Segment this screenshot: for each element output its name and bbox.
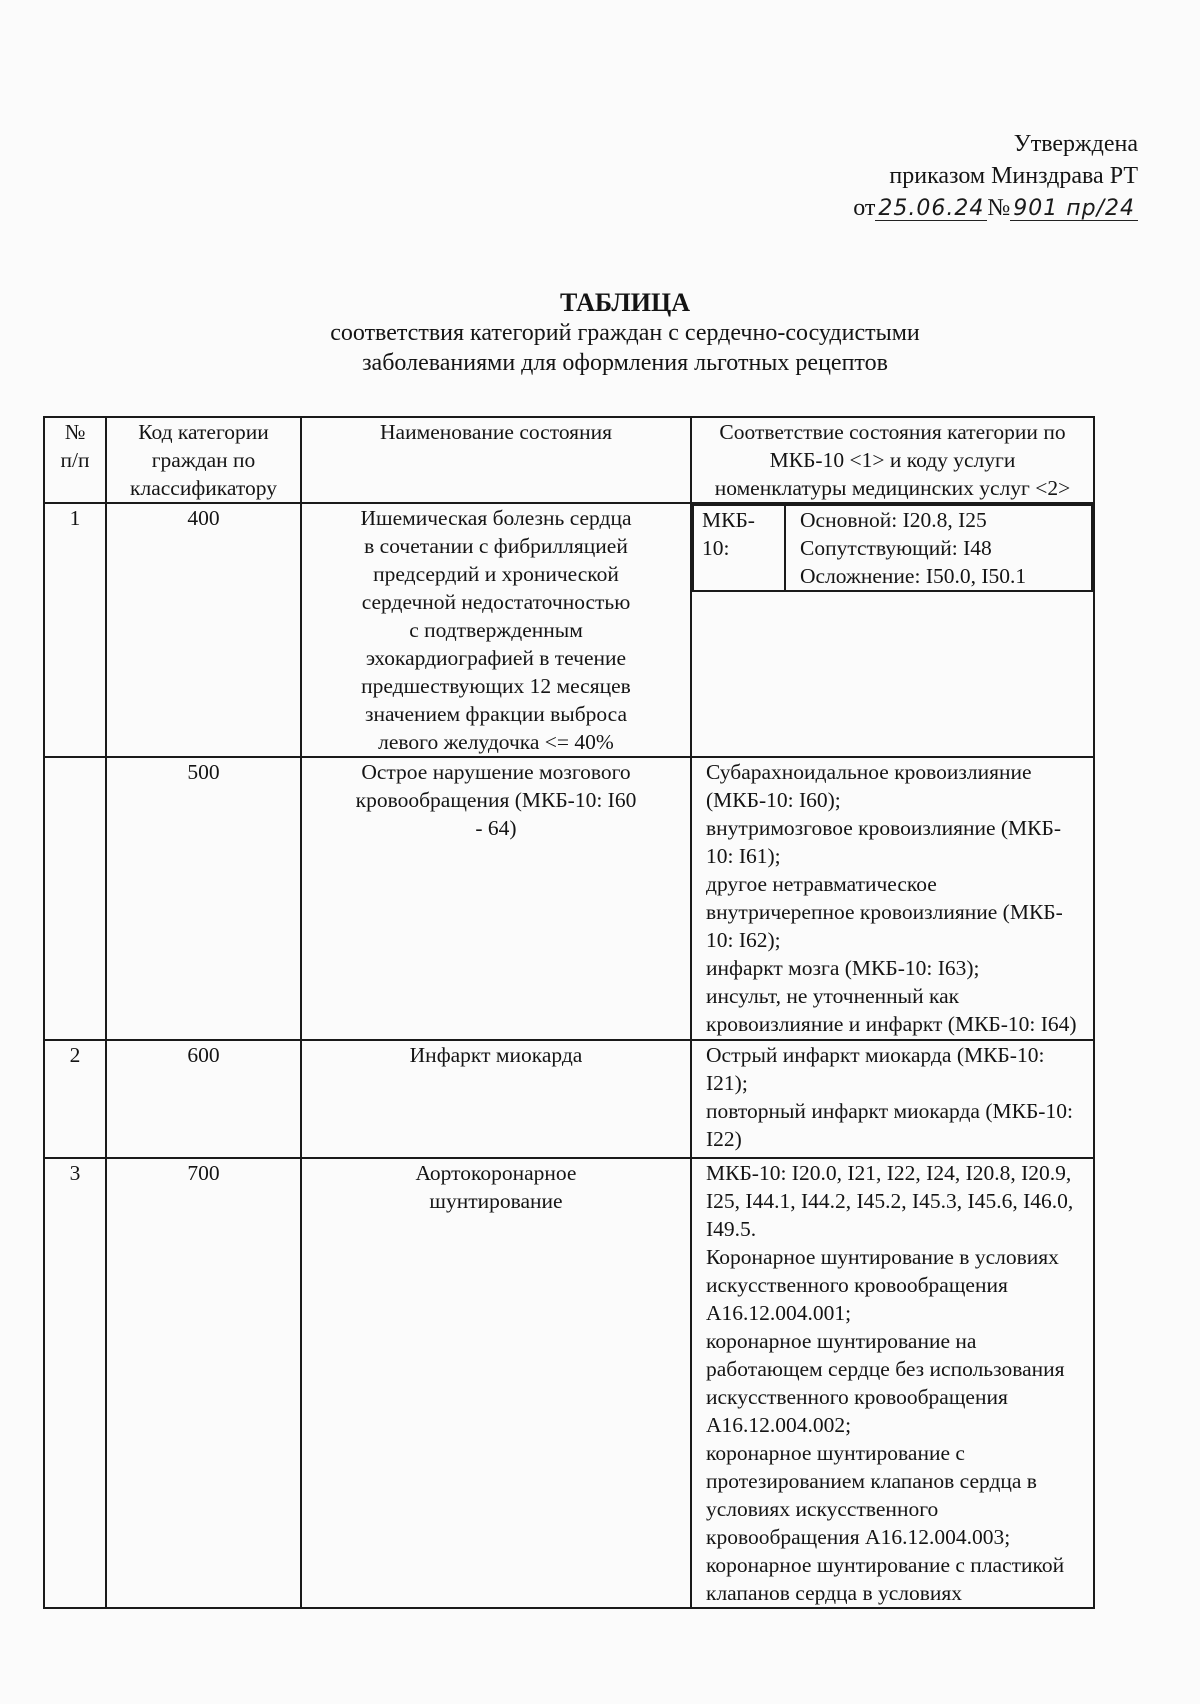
document-subtitle-line1: соответствия категорий граждан с сердечно-сосудистыми <box>330 320 920 346</box>
handwritten-number: 901 пр/24 <box>1010 198 1138 221</box>
header-num: № п/п <box>44 417 106 503</box>
header-match: Соответствие состояния категории по МКБ-10 <1> и коду услуги номенклатуры медицинских услуг <2> <box>691 417 1094 503</box>
approval-date-number <box>853 192 1138 224</box>
approval-stamp <box>853 128 1138 224</box>
row-num <box>44 757 106 1040</box>
row-match: Субарахноидальное кровоизлияние (МКБ-10: I60); внутримозговое кровоизлияние (МКБ- 10: I61); другое нетравматическое внутричерепное кровоизлияние (МКБ- 10: I62); инфаркт мозга (МКБ-10: I63); инсульт, не уточненный как кровоизлияние и инфаркт (МКБ-10: I64) <box>691 757 1094 1040</box>
row-match <box>691 503 1094 757</box>
row-code: 700 <box>106 1158 301 1608</box>
row-num: 1 <box>44 503 106 757</box>
row-num: 2 <box>44 1040 106 1158</box>
document-subtitle-line2: заболеваниями для оформления льготных рецептов <box>362 350 888 376</box>
row-name: Инфаркт миокарда <box>301 1040 691 1158</box>
row-code: 400 <box>106 503 301 757</box>
approval-label: Утверждена <box>1013 131 1138 157</box>
handwritten-date: 25.06.24 <box>875 198 987 221</box>
mkb-label: МКБ- 10: <box>693 505 785 591</box>
row-code: 600 <box>106 1040 301 1158</box>
header-code: Код категории граждан по классификатору <box>106 417 301 503</box>
document-title: ТАБЛИЦА <box>560 288 690 317</box>
mkb-subtable <box>692 504 1093 592</box>
row-name: Острое нарушение мозгового кровообращения (МКБ-10: I60 - 64) <box>301 757 691 1040</box>
table-row <box>44 1158 1094 1608</box>
header-name: Наименование состояния <box>301 417 691 503</box>
row-match: Острый инфаркт миокарда (МКБ-10: I21); повторный инфаркт миокарда (МКБ-10: I22) <box>691 1040 1094 1158</box>
table-header-row <box>44 417 1094 503</box>
table-row <box>44 1040 1094 1158</box>
row-code: 500 <box>106 757 301 1040</box>
row-num: 3 <box>44 1158 106 1608</box>
mkb-codes: Основной: I20.8, I25 Сопутствующий: I48 Осложнение: I50.0, I50.1 <box>785 505 1092 591</box>
row-match: МКБ-10: I20.0, I21, I22, I24, I20.8, I20.9, I25, I44.1, I44.2, I45.2, I45.3, I45.6, I46.0, I49.5. Коронарное шунтирование в условиях искусственного кровообращения A16.12.004.001; коронарное шунтирование на работающем сердце без использования искусственного кровообращения A16.12.004.002; коронарное шунтирование с протезированием клапанов сердца в условиях искусственного кровообращения A16.12.004.003; коронарное шунтирование с пластикой клапанов сердца в условиях <box>691 1158 1094 1608</box>
document-heading <box>0 288 1200 378</box>
correspondence-table <box>43 416 1095 1609</box>
row-name: Ишемическая болезнь сердца в сочетании с фибрилляцией предсердий и хронической сердечной недостаточностью с подтвержденным эхокардиографией в течение предшествующих 12 месяцев значением фракции выброса левого желудочка <= 40% <box>301 503 691 757</box>
table-row <box>44 503 1094 757</box>
number-prefix: № <box>987 195 1011 221</box>
date-prefix: от <box>853 195 876 221</box>
approval-ministry: приказом Минздрава РТ <box>889 163 1138 189</box>
table-row <box>44 757 1094 1040</box>
row-name: Аортокоронарное шунтирование <box>301 1158 691 1608</box>
